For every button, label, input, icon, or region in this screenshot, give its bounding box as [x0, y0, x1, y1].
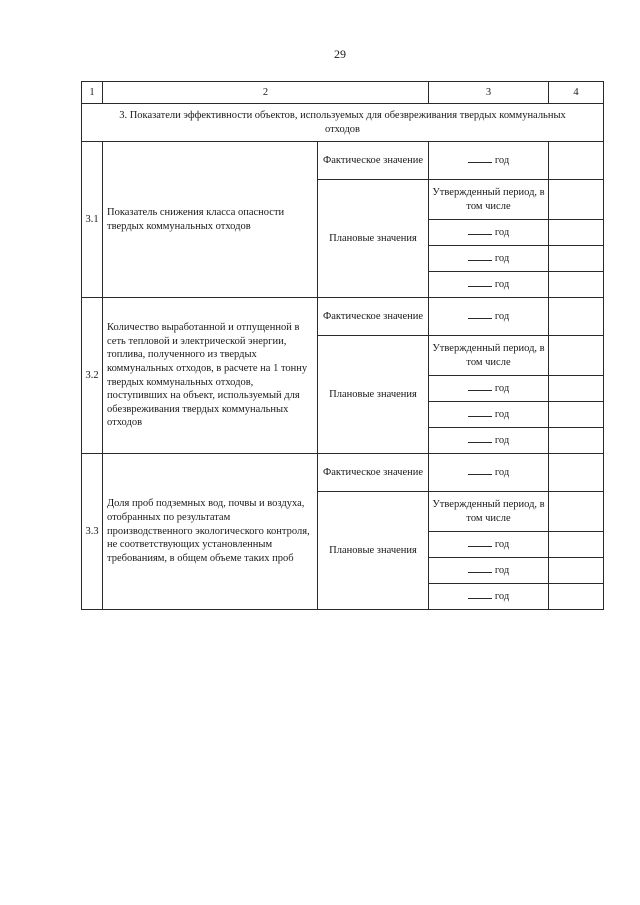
- year-cell: [429, 220, 549, 246]
- actual-value-label: Фактическое значение: [318, 142, 429, 180]
- year-cell: [429, 402, 549, 428]
- approved-period-label: Утвержденный период, в том числе: [429, 336, 549, 376]
- table-row: [82, 454, 604, 492]
- year-cell: [429, 454, 549, 492]
- actual-value-label: Фактическое значение: [318, 454, 429, 492]
- value-cell: [549, 558, 604, 584]
- year-label: год: [494, 590, 510, 602]
- year-label: год: [494, 278, 510, 290]
- year-blank: [468, 260, 492, 261]
- value-cell: [549, 220, 604, 246]
- value-cell: [549, 246, 604, 272]
- value-cell: [549, 336, 604, 376]
- section-row: [82, 104, 604, 142]
- year-blank: [468, 390, 492, 391]
- row-number: 3.3: [82, 454, 103, 610]
- year-label: год: [494, 434, 510, 446]
- planned-values-label: Плановые значения: [318, 492, 429, 610]
- value-cell: [549, 584, 604, 610]
- year-cell: [429, 532, 549, 558]
- year-blank: [468, 546, 492, 547]
- year-cell: [429, 428, 549, 454]
- year-label: год: [494, 226, 510, 238]
- year-label: год: [494, 310, 510, 322]
- year-blank: [468, 162, 492, 163]
- year-cell: [429, 298, 549, 336]
- header-col-3: 3: [429, 82, 549, 104]
- indicator-name: Показатель снижения класса опасности твердых коммунальных отходов: [103, 142, 318, 298]
- year-blank: [468, 318, 492, 319]
- indicators-table: [81, 81, 604, 610]
- actual-value-label: Фактическое значение: [318, 298, 429, 336]
- header-row: [82, 82, 604, 104]
- year-blank: [468, 474, 492, 475]
- year-label: год: [494, 466, 510, 478]
- year-label: год: [494, 538, 510, 550]
- year-label: год: [494, 252, 510, 264]
- value-cell: [549, 402, 604, 428]
- value-cell: [549, 428, 604, 454]
- value-cell: [549, 180, 604, 220]
- year-cell: [429, 246, 549, 272]
- year-cell: [429, 272, 549, 298]
- year-cell: [429, 558, 549, 584]
- value-cell: [549, 376, 604, 402]
- value-cell: [549, 142, 604, 180]
- value-cell: [549, 532, 604, 558]
- page-number: 29: [334, 47, 346, 61]
- year-blank: [468, 286, 492, 287]
- row-number: 3.2: [82, 298, 103, 454]
- year-blank: [468, 598, 492, 599]
- value-cell: [549, 298, 604, 336]
- row-number: 3.1: [82, 142, 103, 298]
- year-label: год: [494, 154, 510, 166]
- value-cell: [549, 454, 604, 492]
- section-title: 3. Показатели эффективности объектов, используемых для обезвреживания твердых коммунальных отходов: [82, 104, 604, 142]
- table-row: [82, 298, 604, 336]
- year-cell: [429, 376, 549, 402]
- header-col-2: 2: [103, 82, 429, 104]
- table-row: [82, 142, 604, 180]
- indicator-name: Количество выработанной и отпущенной в сеть тепловой и электрической энергии, топлива, полученного из твердых коммунальных отходов, в расчете на 1 тонну твердых коммунальных отходов, поступивших на объект, используемый для обезвреживания твердых коммунальных отходов: [103, 298, 318, 454]
- approved-period-label: Утвержденный период, в том числе: [429, 492, 549, 532]
- header-col-1: 1: [82, 82, 103, 104]
- year-blank: [468, 234, 492, 235]
- approved-period-label: Утвержденный период, в том числе: [429, 180, 549, 220]
- planned-values-label: Плановые значения: [318, 180, 429, 298]
- year-cell: [429, 584, 549, 610]
- year-label: год: [494, 408, 510, 420]
- header-col-4: 4: [549, 82, 604, 104]
- indicator-name: Доля проб подземных вод, почвы и воздуха, отобранных по результатам производственного экологического контроля, не соответствующих установленным требованиям, в общем объеме таких проб: [103, 454, 318, 610]
- value-cell: [549, 272, 604, 298]
- value-cell: [549, 492, 604, 532]
- year-cell: [429, 142, 549, 180]
- year-blank: [468, 572, 492, 573]
- year-label: год: [494, 564, 510, 576]
- year-blank: [468, 416, 492, 417]
- planned-values-label: Плановые значения: [318, 336, 429, 454]
- year-label: год: [494, 382, 510, 394]
- year-blank: [468, 442, 492, 443]
